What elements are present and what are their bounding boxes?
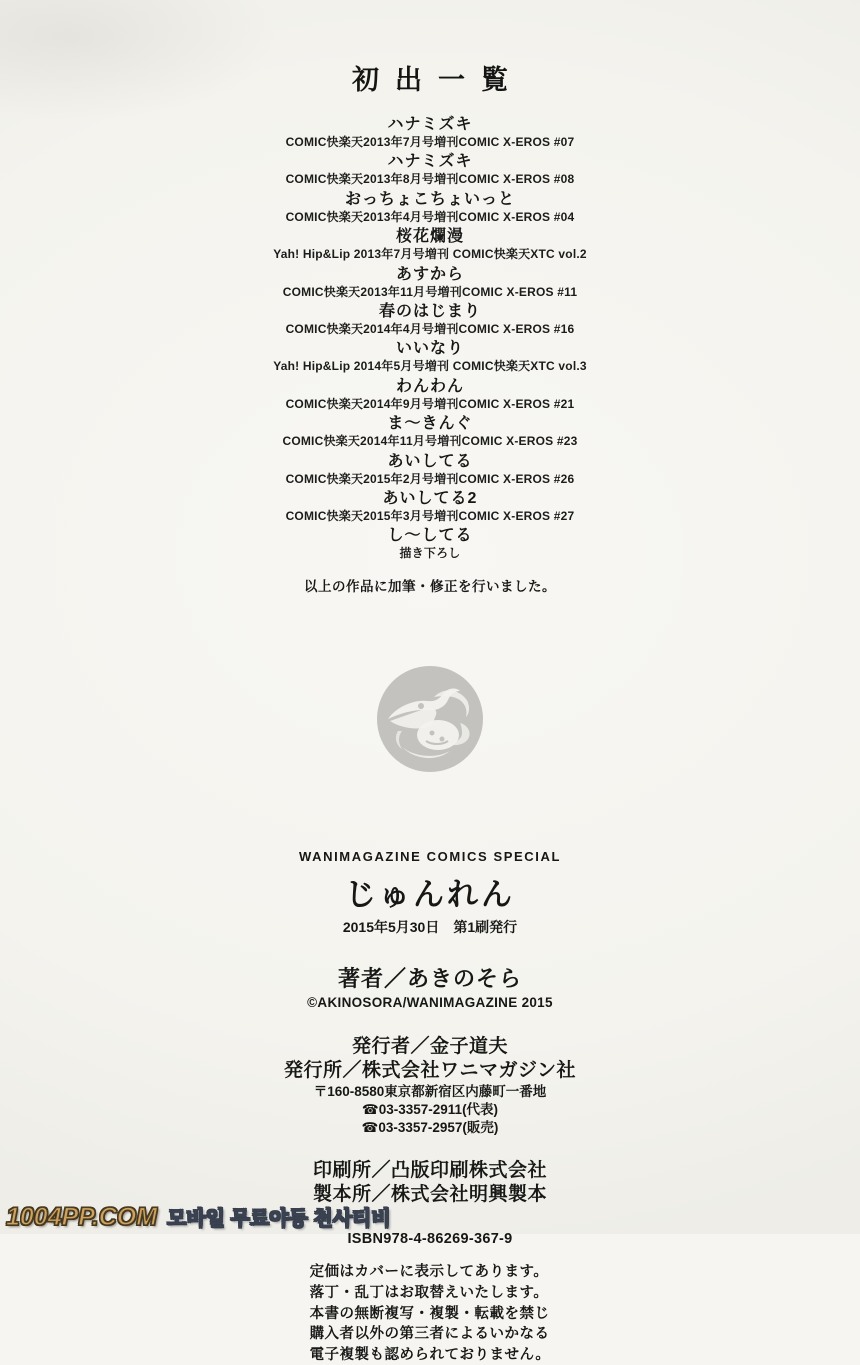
notice-line: 本書の無断複写・複製・転載を禁じ <box>309 1305 550 1322</box>
work-source: COMIC快楽天2014年11月号増刊COMIC X-EROS #23 <box>282 434 578 449</box>
work-source: COMIC快楽天2013年11月号増刊COMIC X-EROS #11 <box>282 284 578 299</box>
isbn-line: ISBN978-4-86269-367-9 <box>347 1231 513 1248</box>
work-entry <box>0 302 860 336</box>
work-source: Yah! Hip&Lip 2014年5月号増刊 COMIC快楽天XTC vol.3 <box>273 359 587 374</box>
site-watermark <box>6 1202 391 1232</box>
first-publication-list <box>0 115 860 561</box>
work-title: ハナミズキ <box>387 116 473 133</box>
work-source: COMIC快楽天2013年4月号増刊COMIC X-EROS #04 <box>285 209 575 224</box>
work-entry <box>0 115 860 149</box>
work-entry <box>0 339 860 373</box>
phone-sales: ☎03-3357-2957(販売) <box>361 1119 499 1135</box>
work-source: COMIC快楽天2013年7月号増刊COMIC X-EROS #07 <box>285 135 575 149</box>
work-entry <box>0 414 860 448</box>
work-title: 春のはじまり <box>378 302 481 320</box>
work-title: あすから <box>395 265 464 283</box>
work-source: COMIC快楽天2014年4月号増刊COMIC X-EROS #16 <box>285 321 575 336</box>
work-entry <box>0 227 860 261</box>
publisher-company: 発行所／株式会社ワニマガジン社 <box>283 1060 577 1081</box>
publisher-logo <box>0 663 860 775</box>
work-title: ハナミズキ <box>387 153 473 171</box>
binder-line: 製本所／株式会社明興製本 <box>312 1184 547 1206</box>
notice-line: 定価はカバーに表示してあります。 <box>309 1264 549 1281</box>
work-source: Yah! Hip&Lip 2013年7月号増刊 COMIC快楽天XTC vol.2 <box>273 247 587 262</box>
work-title: いいなり <box>395 340 464 358</box>
print-info: 2015年5月30日 第1刷発行 <box>342 918 518 935</box>
work-entry <box>0 452 860 486</box>
work-entry <box>0 489 860 523</box>
work-entry <box>0 526 860 560</box>
phone-main: ☎03-3357-2911(代表) <box>361 1102 499 1118</box>
page-title: 初出一覧 <box>352 65 524 95</box>
work-source: COMIC快楽天2014年9月号増刊COMIC X-EROS #21 <box>285 396 575 411</box>
notice-line: 電子複製も認められておりません。 <box>309 1346 551 1363</box>
work-title: あいしてる2 <box>382 489 478 507</box>
work-title: し〜してる <box>387 527 473 545</box>
revision-note: 以上の作品に加筆・修正を行いました。 <box>304 578 556 594</box>
work-title: 桜花爛漫 <box>395 228 464 246</box>
watermark-tagline-text: 모바일 무료야동 천사티비 <box>167 1208 391 1230</box>
work-title: あいしてる <box>387 452 473 470</box>
work-title: おっちょこちょいっと <box>344 190 515 208</box>
publisher-block <box>0 1035 860 1137</box>
legal-notice <box>310 1262 551 1365</box>
copyright-line: ©AKINOSORA/WANIMAGAZINE 2015 <box>307 994 553 1010</box>
colophon-block <box>0 849 860 1365</box>
book-title: じゅんれん <box>345 876 515 912</box>
imprint-label: WANIMAGAZINE COMICS SPECIAL <box>298 848 562 864</box>
publisher-address: 〒160-8580東京都新宿区内藤町一番地 <box>313 1084 547 1100</box>
work-source: COMIC快楽天2013年8月号増刊COMIC X-EROS #08 <box>285 172 575 187</box>
crocodile-logo-icon <box>374 663 486 775</box>
work-source: COMIC快楽天2015年2月号増刊COMIC X-EROS #26 <box>285 471 575 486</box>
watermark-site-text: 1004PP.COM <box>6 1203 158 1231</box>
work-title: ま〜きんぐ <box>387 415 473 433</box>
printer-line: 印刷所／凸版印刷株式会社 <box>312 1159 547 1181</box>
work-source: COMIC快楽天2015年3月号増刊COMIC X-EROS #27 <box>285 508 575 523</box>
work-entry <box>0 265 860 299</box>
notice-line: 落丁・乱丁はお取替えいたします。 <box>309 1284 549 1301</box>
work-entry <box>0 190 860 224</box>
work-entry <box>0 377 860 411</box>
author-line: 著者／あきのそら <box>337 965 522 991</box>
printer-block <box>0 1159 860 1208</box>
work-entry <box>0 152 860 186</box>
work-source: 描き下ろし <box>399 546 461 561</box>
publisher-person: 発行者／金子道夫 <box>351 1035 508 1057</box>
work-title: わんわん <box>395 377 464 395</box>
notice-line: 購入者以外の第三者によるいかなる <box>309 1326 550 1343</box>
